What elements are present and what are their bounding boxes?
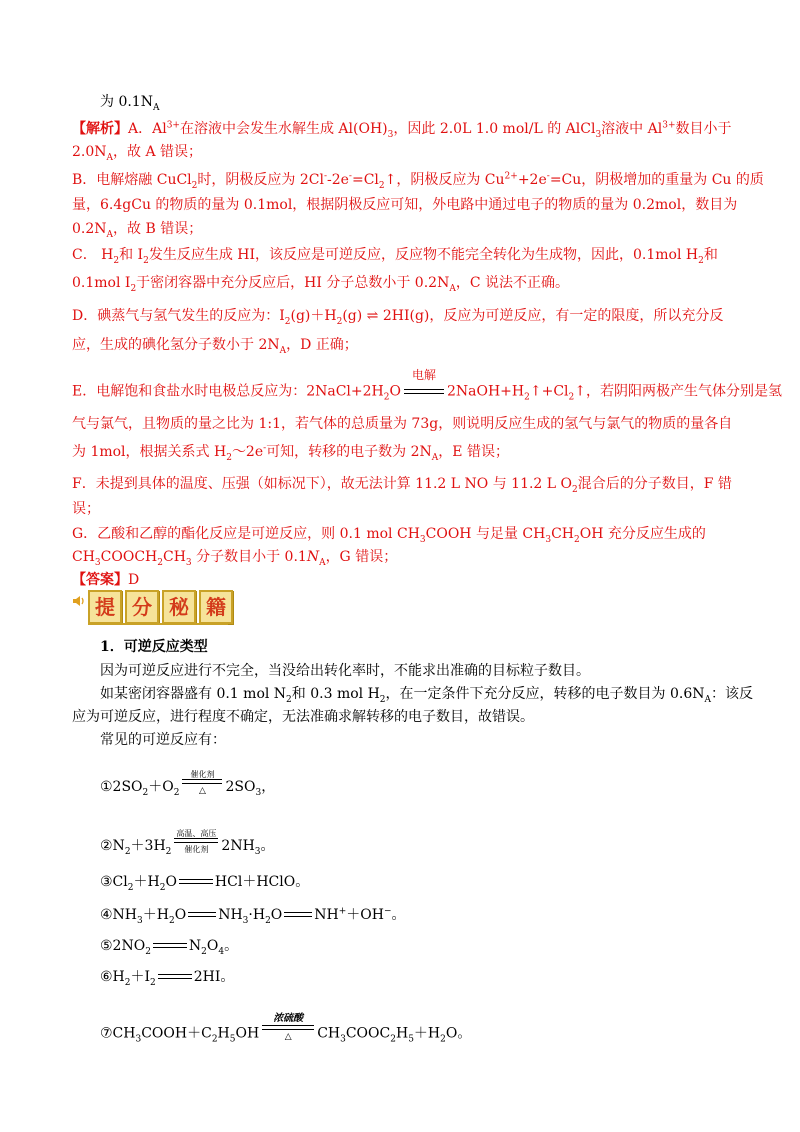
answer-line [72,570,139,590]
hint-underline [88,623,228,625]
section-p2a: 如某密闭容器盛有 0.1 mol $N_2$和 0.3 mol $H_2$，在一定条件下充分反应，转移的电子数目为 $0.6N_A$：该反 [100,686,753,705]
analysis-line-d2: 应，生成的碘化氢分子数小于 $2N_A$，D 正确； [72,337,358,356]
analysis-line-d1: D．碘蒸气与氢气发生的反应为：$I_2(g)+H_2(g)$ ⇌ 2HI(g)，反应为可逆反应，有一定的限度，所以充分反 [72,308,724,327]
answer-value: D [128,572,140,588]
hint-tile: 分 [125,590,159,624]
speaker-icon [72,594,86,608]
reaction-4: $④NH_3+H_2O$ $NH_3\cdot H_2O$ NH+＋OH−。 [100,906,406,926]
analysis-line-g2: $CH_3COOCH_2CH_3$ 分子数目小于 $0.1N_A$，G 错误； [72,549,398,568]
analysis-line-f2: 误； [72,501,100,517]
intro-line: 为 $0.1N_A$ [100,94,160,113]
reversible-arrow [158,974,192,981]
section-p2b: 应为可逆反应，进行程度不确定，无法准确求解转移的电子数目，故错误。 [72,709,534,725]
analysis-line-f1: F．未提到具体的温度、压强（如标况下），故无法计算 11.2 L NO 与 11.2 L $O_2$混合后的分子数目，F 错 [72,476,732,495]
analysis-line-g1: G．乙酸和乙醇的酯化反应是可逆反应，则 0.1 mol $CH_3COOH$ 与足量 $CH_3CH_2OH$ 充分反应生成的 [72,526,706,545]
reaction-5: $⑤2NO_2$ $N_2O_4$。 [100,938,239,957]
analysis-line-e2: 气与氯气，且物质的量之比为 1:1，若气体的总质量为 73g，则说明反应生成的氢气与氯气的物质的量各自 [72,416,733,432]
electrolysis-arrow: 电解 [404,375,444,408]
analysis-line-a1: 【解析】A．$Al^{3+}$在溶液中会发生水解生成 $Al(OH)_3$，因此 2.0L 1.0 mol/L 的 AlCl$_3$溶液中 $Al^{3+}$数目小于 [72,120,732,140]
reversible-arrow [179,879,213,886]
analysis-line-c1: C． $H_2$和 $I_2$发生反应生成 HI，该反应是可逆反应，反应物不能完全转化为生成物，因此，0.1mol $H_2$和 [72,247,718,266]
analysis-line-b1: B．电解熔融 CuCl$_2$时，阴极反应为 $2Cl^--2e^-=Cl_2↑$，阴极反应为 $Cu^{2+}+2e^-=Cu$，阴极增加的重量为 Cu 的质 [72,171,764,191]
analysis-line-b2: 量，6.4gCu 的物质的量为 0.1mol，根据阴极反应可知，外电路中通过电子的物质的量为 0.2mol，数目为 [72,197,738,213]
hint-tile: 秘 [162,590,196,624]
hint-banner-tiles [88,590,233,624]
reaction-6: $⑥H_2+I_2$ 2HI。 [100,969,235,988]
reversible-arrow [284,912,312,919]
reversible-arrow: 高温、高压 催化剂 [176,829,217,854]
answer-tag: 【答案】 [72,572,128,588]
analysis-line-b3: $0.2N_A$，故 B 错误； [72,221,203,240]
reaction-1: $①2SO_2+O_2$ 催化剂 △ $2SO_3$， [100,770,276,798]
analysis-line-e3: 为 1mol，根据关系式 $H_2\sim 2e^-$可知，转移的电子数为 $2N_A$，E 错误； [72,443,509,463]
reaction-7: $⑦CH_3COOH+C_2H_5OH$ 浓硫酸 △ $CH_3COOC_2H_5+H_2O$。 [100,1013,472,1045]
section-p3: 常见的可逆反应有： [100,732,226,748]
section-p1: 因为可逆反应进行不完全，当没给出转化率时，不能求出准确的目标粒子数目。 [100,663,590,679]
reversible-arrow [153,943,187,950]
reversible-arrow: 浓硫酸 △ [262,1013,314,1042]
reversible-arrow [188,912,216,919]
hint-tile: 提 [88,590,122,624]
hint-tile: 籍 [199,590,233,624]
analysis-line-a2: $2.0N_A$，故 A 错误； [72,144,203,163]
analysis-tag: 【解析】 [72,121,128,137]
reaction-2: $②N_2+3H_2$ 高温、高压 催化剂 $2NH_3$。 [100,829,275,857]
analysis-line-c2: 0.1mol $I_2$于密闭容器中充分反应后，HI 分子总数小于 $0.2N_A$，C 说法不正确。 [72,275,569,294]
reversible-arrow: 催化剂 △ [182,770,222,796]
analysis-line-e1: E．电解饱和食盐水时电极总反应为：$2NaCl+2H_2O$ 电解 $2NaOH+H_2↑+Cl_2↑$，若阴阳两极产生气体分别是氢 [72,375,782,408]
section-heading: 1．可逆反应类型 [100,639,208,655]
reaction-3: $③Cl_2+H_2O$ HCl＋HClO。 [100,874,310,893]
